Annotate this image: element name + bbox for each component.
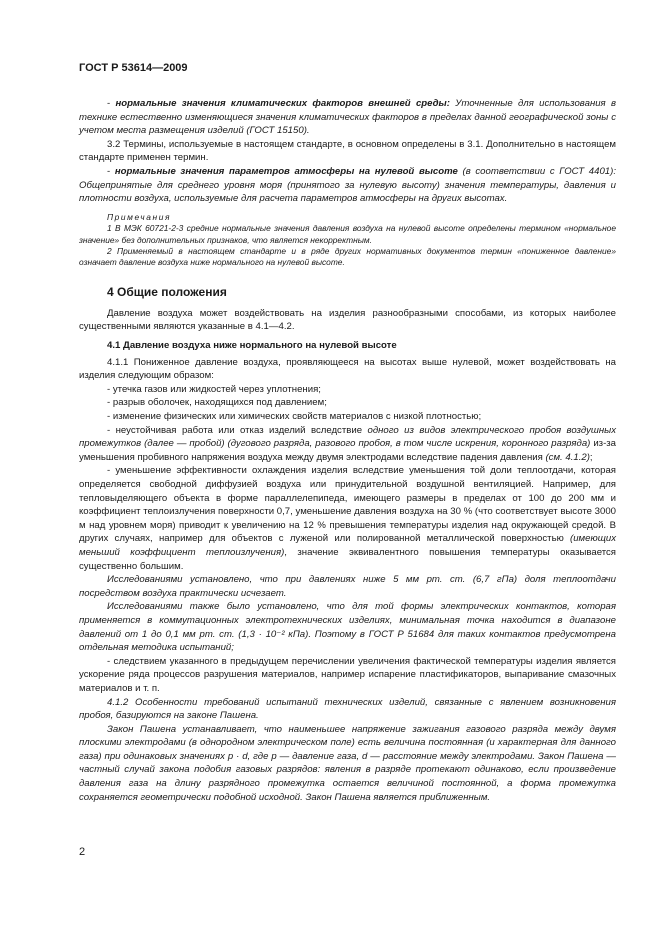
list-item — [79, 464, 616, 573]
standard-header: ГОСТ Р 53614—2009 — [79, 62, 188, 74]
term-atmosphere: нормальные значения параметров атмосферы на нулевой высоте — [114, 165, 458, 177]
definition-atmosphere — [79, 165, 616, 206]
dash: - — [107, 98, 116, 109]
list-item: - утечка газов или жидкостей через уплотнения; — [107, 383, 321, 395]
reference: (см. 4.1.2) — [545, 451, 590, 463]
text: - уменьшение эффективности охлаждения изделия вследствие уменьшения той доли теплоотдачи, которая определяется свободной диффузией воздуха или принудительной воздушной вентиляцией. Например, для тепловыделяющего объекта в форме параллелепипеда, имеющего размеры в пределах от 100 до 200 мм и коэффициент теплоизлучения поверхности 0,7, уменьшение давления воздуха на 30 % (что соответствует высоте 3000 м над уровнем моря) приводит к увеличению на 12 % превышения температуры изделия над окружающей средой. В других случаях, например для объектов с луженой или полированной металлической поверхностью — [79, 465, 616, 545]
list-item — [79, 424, 616, 465]
paragraph-4-1-2: 4.1.2 Особенности требований испытаний технических изделий, связанные с явлением возникновения пробоя, базируются на законе Пашена. — [79, 696, 616, 722]
definition-text: Уточненные для использования в технике естественно изменяющиеся значения климатических факторов в пределах данной географической зоны с учетом места размещения изделий (ГОСТ 15150). — [79, 98, 616, 137]
term-climatic: нормальные значения климатических факторов внешней среды: — [115, 98, 450, 109]
subsection-heading: 4.1 Давление воздуха ниже нормального на нулевой высоте — [107, 340, 397, 352]
list-item: - разрыв оболочек, находящихся под давлением; — [107, 397, 327, 409]
text-italic: одного из видов электрического пробоя воздушных промежутков (далее — пробой) (дугового разряда, разового пробоя, в том числе искрения, коронного разряда) — [79, 424, 616, 450]
paragraph-intro: Давление воздуха может воздействовать на изделия разнообразными способами, из которых наиболее существенными являются указанные в 4.1—4.2. — [79, 307, 616, 333]
paschen-paragraph: Закон Пашена устанавливает, что наименьшее напряжение зажигания газового разряда между двумя плоскими электродами (в однородном электрическом поле) есть величина постоянная (и характерная для данного газа) при одинаковых значениях p · d, где p — давление газа, d — расстояние между электродами. Закон Пашена — частный случай закона подобия газовых разрядов: явления в разряде протекают одинаково, если произведение давления газа на длину разрядного промежутка остается величиной постоянной, а форма промежутка сохраняется геометрически подобной исходной. Закон Пашена является приближенным. — [79, 723, 616, 803]
note-2: 2 Применяемый в настоящем стандарте и в ряде других нормативных документов термин «пониженное давление» означает давление воздуха ниже нормального на нулевой высоте. — [79, 246, 616, 268]
document-body — [79, 97, 616, 804]
text: ; — [589, 451, 593, 463]
research-paragraph: Исследованиями установлено, что при давлениях ниже 5 мм рт. ст. (6,7 гПа) доля теплоотдачи посредством воздуха практически исчезает. — [79, 574, 616, 599]
section-heading: 4 Общие положения — [107, 284, 227, 299]
list-item: - следствием указанного в предыдущем перечислении увеличения фактической температуры изделия является ускорение ряда процессов разрушения материалов, например испарение пластификаторов, выпаривание смазочных материалов и т. п. — [79, 655, 616, 694]
research-paragraph: Исследованиями также было установлено, что для той формы электрических контактов, которая применяется в коммутационных электротехнических изделиях, минимальная точка находится в диапазоне давлений от 1 до 0,1 мм рт. ст. (1,3 · 10⁻² кПа). Поэтому в ГОСТ Р 51684 для таких контактов предусмотрена отдельная методика испытаний; — [79, 601, 616, 654]
page-number: 2 — [79, 846, 86, 858]
text: , значение эквивалентного повышения температуры оказывается существенно большим. — [79, 546, 616, 572]
definition-text: (в соответствии с ГОСТ 4401): Общепринятые для среднего уровня моря (принятого за нулевую высоту) значения температуры, давления и плотности воздуха, используемые для расчета параметров атмосферы на других высотах. — [79, 165, 616, 205]
list-item: - изменение физических или химических свойств материалов с низкой плотностью; — [107, 411, 482, 423]
text: - неустойчивая работа или отказ изделий вследствие — [107, 424, 368, 436]
paragraph-3-2: 3.2 Термины, используемые в настоящем стандарте, в основном определены в 3.1. Дополнительно в настоящем стандарте применен термин. — [79, 138, 616, 164]
text: из-за уменьшения пробивного напряжения воздуха между двумя электродами вследствие падения давления — [79, 438, 617, 463]
dash: - — [107, 165, 115, 177]
notes-title: Примечания — [107, 211, 172, 222]
paragraph-4-1-1: 4.1.1 Пониженное давление воздуха, проявляющееся на высотах выше нулевой, может воздействовать на изделия следующим образом: — [79, 356, 616, 382]
text-italic: (имеющих меньший коэффициент теплоизлучения) — [79, 533, 616, 558]
note-1: 1 В МЭК 60721-2-3 средние нормальные значения давления воздуха на нулевой высоте определены термином «нормальное значение» без дополнительных признаков, что является некорректным. — [79, 223, 616, 245]
definition-climatic — [79, 97, 616, 138]
